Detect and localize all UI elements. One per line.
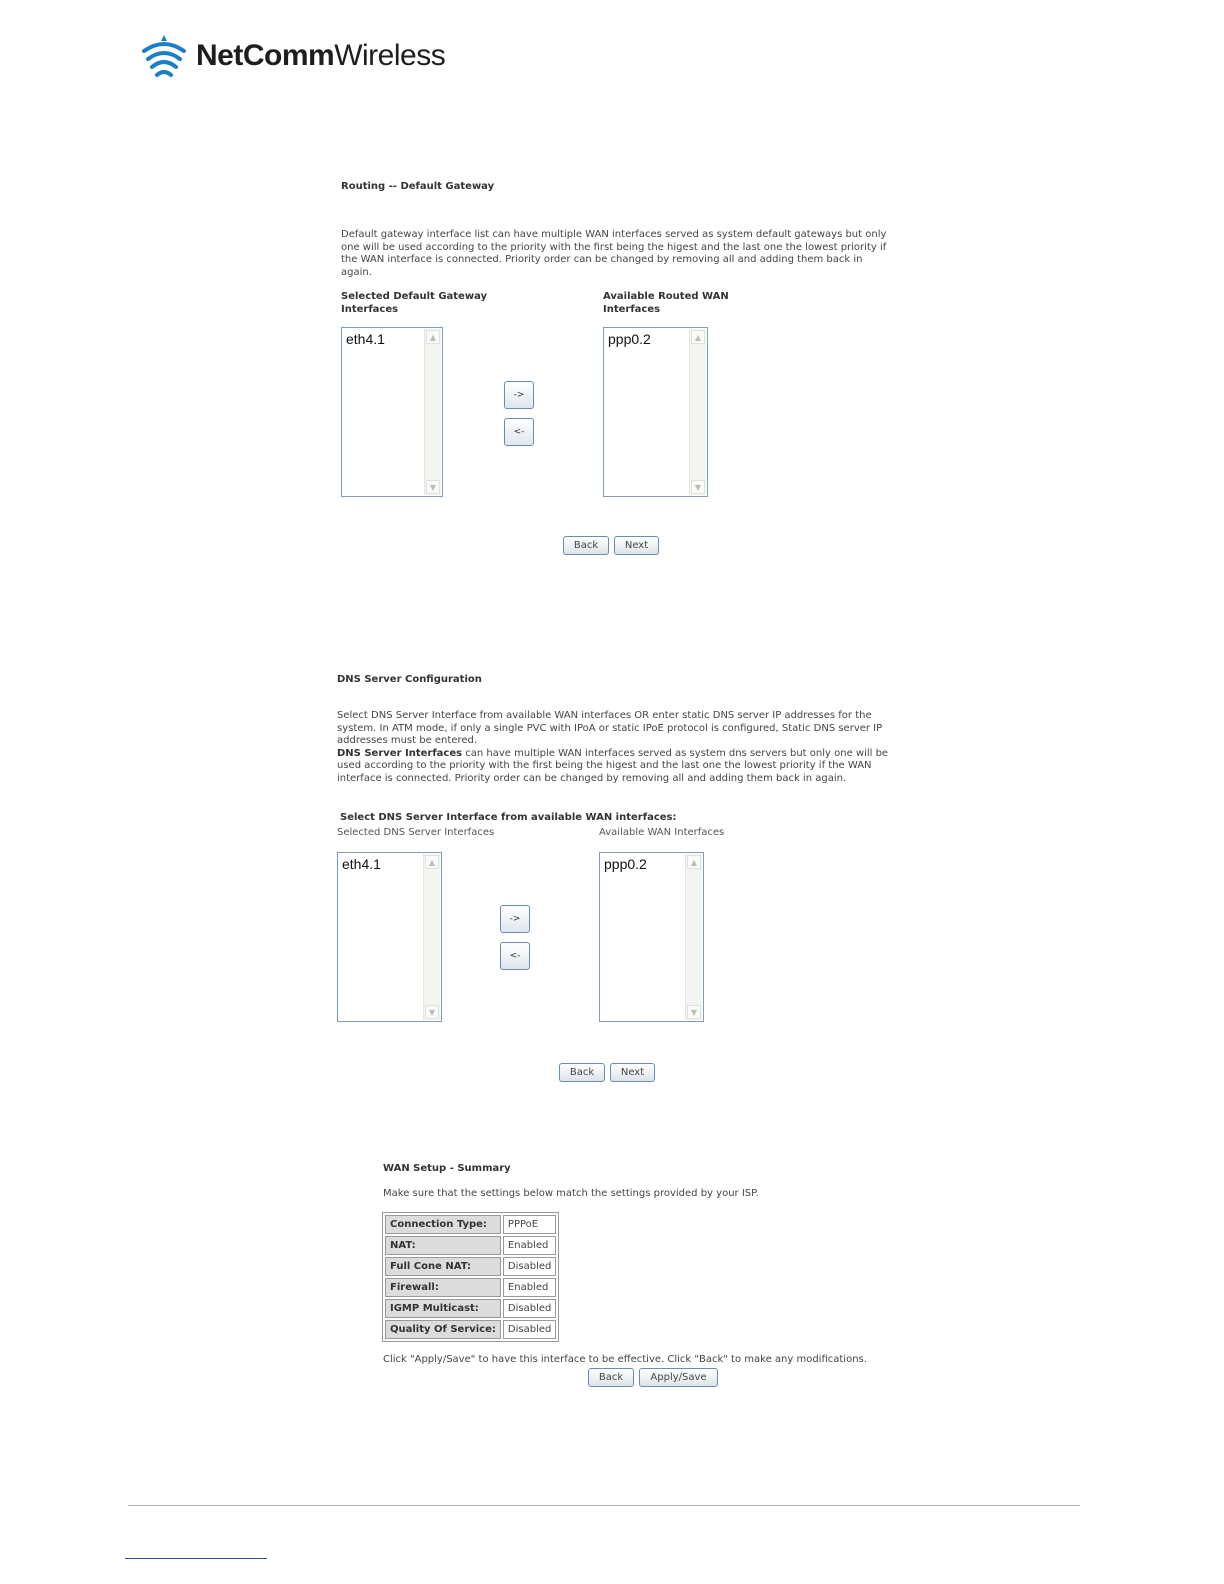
summary-value: Disabled (503, 1299, 556, 1318)
dns-selected-label: Selected DNS Server Interfaces (337, 827, 495, 838)
summary-value: Disabled (503, 1320, 556, 1339)
dns-title: DNS Server Configuration (337, 674, 482, 685)
routing-add-button[interactable]: -> (504, 381, 534, 409)
routing-selected-label-line1: Selected Default Gateway (341, 291, 488, 302)
apply-save-button[interactable]: Apply/Save (639, 1368, 718, 1387)
routing-selected-label (341, 290, 487, 316)
list-item[interactable]: ppp0.2 (608, 331, 651, 347)
scrollbar[interactable] (423, 854, 440, 1020)
routing-available-label-line2: Interfaces (603, 304, 661, 315)
summary-key: Firewall: (385, 1278, 501, 1297)
summary-key: Full Cone NAT: (385, 1257, 501, 1276)
routing-available-label (603, 290, 729, 316)
summary-table (382, 1212, 559, 1342)
table-row (385, 1299, 556, 1318)
summary-title: WAN Setup - Summary (383, 1163, 511, 1174)
dns-remove-button[interactable]: <- (500, 942, 530, 970)
dns-description-1: Select DNS Server Interface from available WAN interfaces OR enter static DNS server IP addresses for the system. In ATM mode, if only a single PVC with IPoA or static IPoE protocol is configured, Static DNS server IP addresses must be entered. (337, 710, 883, 746)
routing-available-label-line1: Available Routed WAN (603, 291, 729, 302)
routing-available-listbox[interactable] (603, 327, 708, 497)
list-item[interactable]: ppp0.2 (604, 856, 647, 872)
scroll-down-icon[interactable]: ▼ (687, 1005, 701, 1019)
footer-divider (128, 1505, 1080, 1506)
dns-description-2-bold: DNS Server Interfaces (337, 747, 463, 759)
summary-value: Enabled (503, 1236, 556, 1255)
scroll-down-icon[interactable]: ▼ (426, 480, 440, 494)
scrollbar[interactable] (424, 329, 441, 495)
brand-name (196, 39, 445, 73)
scroll-up-icon[interactable]: ▲ (426, 330, 440, 344)
routing-next-button[interactable]: Next (614, 536, 659, 555)
scroll-up-icon[interactable]: ▲ (425, 855, 439, 869)
summary-footer: Click "Apply/Save" to have this interface to be effective. Click "Back" to make any modifications. (383, 1354, 867, 1365)
dns-add-button[interactable]: -> (500, 905, 530, 933)
dns-selected-listbox[interactable] (337, 852, 442, 1022)
routing-title: Routing -- Default Gateway (341, 181, 495, 192)
dns-description-2-rest: can have multiple WAN interfaces served as system dns servers but only one will be used according to the priority with the first being the higest and the last one the lowest priority if the WAN interface is connected. Priority order can be changed by removing all and adding them back in again. (337, 747, 889, 784)
dns-available-label: Available WAN Interfaces (599, 827, 725, 838)
summary-key: Quality Of Service: (385, 1320, 501, 1339)
brand-name-light: Wireless (334, 39, 446, 72)
dns-description-2 (337, 748, 889, 786)
table-row (385, 1278, 556, 1297)
list-item[interactable]: eth4.1 (342, 856, 381, 872)
summary-value: Disabled (503, 1257, 556, 1276)
dns-available-listbox[interactable] (599, 852, 704, 1022)
routing-back-button[interactable]: Back (563, 536, 609, 555)
summary-back-button[interactable]: Back (588, 1368, 634, 1387)
scroll-up-icon[interactable]: ▲ (691, 330, 705, 344)
list-item[interactable]: eth4.1 (346, 331, 385, 347)
wifi-logo-icon (140, 33, 188, 79)
routing-selected-label-line2: Interfaces (341, 304, 399, 315)
dns-select-heading: Select DNS Server Interface from available WAN interfaces: (340, 812, 677, 823)
routing-selected-listbox[interactable] (341, 327, 443, 497)
table-row (385, 1236, 556, 1255)
netcomm-logo (140, 30, 445, 82)
footer-link-underline (125, 1558, 267, 1559)
table-row (385, 1215, 556, 1234)
summary-key: NAT: (385, 1236, 501, 1255)
summary-value: Enabled (503, 1278, 556, 1297)
scroll-down-icon[interactable]: ▼ (425, 1005, 439, 1019)
dns-back-button[interactable]: Back (559, 1063, 605, 1082)
scrollbar[interactable] (685, 854, 702, 1020)
dns-next-button[interactable]: Next (610, 1063, 655, 1082)
summary-key: Connection Type: (385, 1215, 501, 1234)
dns-description (337, 710, 889, 785)
scroll-down-icon[interactable]: ▼ (691, 480, 705, 494)
brand-name-bold: NetComm (196, 39, 335, 72)
scrollbar[interactable] (689, 329, 706, 495)
table-row (385, 1257, 556, 1276)
scroll-up-icon[interactable]: ▲ (687, 855, 701, 869)
table-row (385, 1320, 556, 1339)
summary-intro: Make sure that the settings below match the settings provided by your ISP. (383, 1188, 759, 1199)
summary-value: PPPoE (503, 1215, 556, 1234)
routing-description: Default gateway interface list can have multiple WAN interfaces served as system default gateways but only one will be used according to the priority with the first being the higest and the last one the lowest priority if the WAN interface is connected. Priority order can be changed by removing all and adding them back in again. (341, 229, 887, 278)
routing-remove-button[interactable]: <- (504, 418, 534, 446)
summary-key: IGMP Multicast: (385, 1299, 501, 1318)
